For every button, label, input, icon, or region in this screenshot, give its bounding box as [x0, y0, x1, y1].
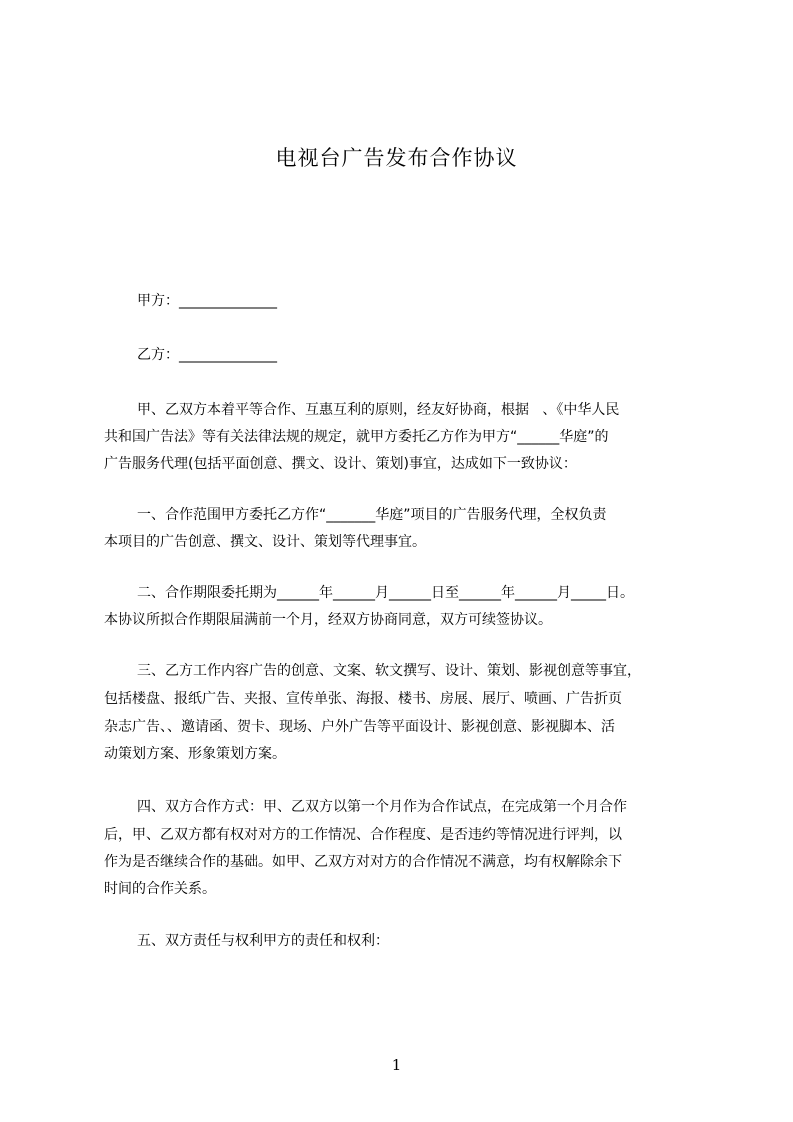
section-2-line: 本协议所拟合作期限届满前一个月，经双方协商同意，双方可续签协议。	[104, 612, 552, 628]
section-5-heading: 五、双方责任与权利甲方的责任和权利：	[137, 933, 389, 949]
section-4-line: 后，甲、乙双方都有权对对方的工作情况、合作程度、是否违约等情况进行评判，以	[104, 827, 622, 843]
intro-paragraph-line: 共和国广告法》等有关法律法规的规定，就甲方委托乙方作为甲方“______华庭”的	[104, 429, 609, 445]
section-3-line: 动策划方案、形象策划方案。	[104, 746, 286, 762]
section-2-line: 二、合作期限委托期为______年______月______日至______年______月_____日。	[137, 585, 634, 601]
section-1-line: 一、合作范围甲方委托乙方作“_______华庭”项目的广告服务代理，全权负责	[137, 507, 607, 523]
section-1-line: 本项目的广告创意、撰文、设计、策划等代理事宜。	[104, 534, 426, 550]
page-number: 1	[391, 1056, 402, 1074]
section-3-line: 杂志广告、、邀请函、贺卡、现场、户外广告等平面设计、影视创意、影视脚本、活	[104, 719, 615, 735]
document-title: 电视台广告发布合作协议	[275, 146, 518, 170]
section-4-line: 时间的合作关系。	[104, 881, 216, 897]
intro-paragraph-line: 甲、乙双方本着平等合作、互惠互利的原则，经友好协商，根据 、《中华人民	[137, 402, 620, 418]
party-a-line: 甲方：______________	[137, 293, 277, 309]
party-b-line: 乙方：______________	[137, 347, 277, 363]
section-4-line: 四、双方合作方式：甲、乙双方以第一个月作为合作试点，在完成第一个月合作	[137, 799, 627, 815]
section-3-line: 包括楼盘、报纸广告、夹报、宣传单张、海报、楼书、房展、展厅、喷画、广告折页	[104, 691, 622, 707]
section-4-line: 作为是否继续合作的基础。如甲、乙双方对对方的合作情况不满意，均有权解除余下	[104, 854, 622, 870]
intro-paragraph-line: 广告服务代理(包括平面创意、撰文、设计、策划)事宜，达成如下一致协议：	[104, 456, 577, 472]
section-3-line: 三、乙方工作内容广告的创意、文案、软文撰写、设计、策划、影视创意等事宜，	[137, 663, 641, 679]
